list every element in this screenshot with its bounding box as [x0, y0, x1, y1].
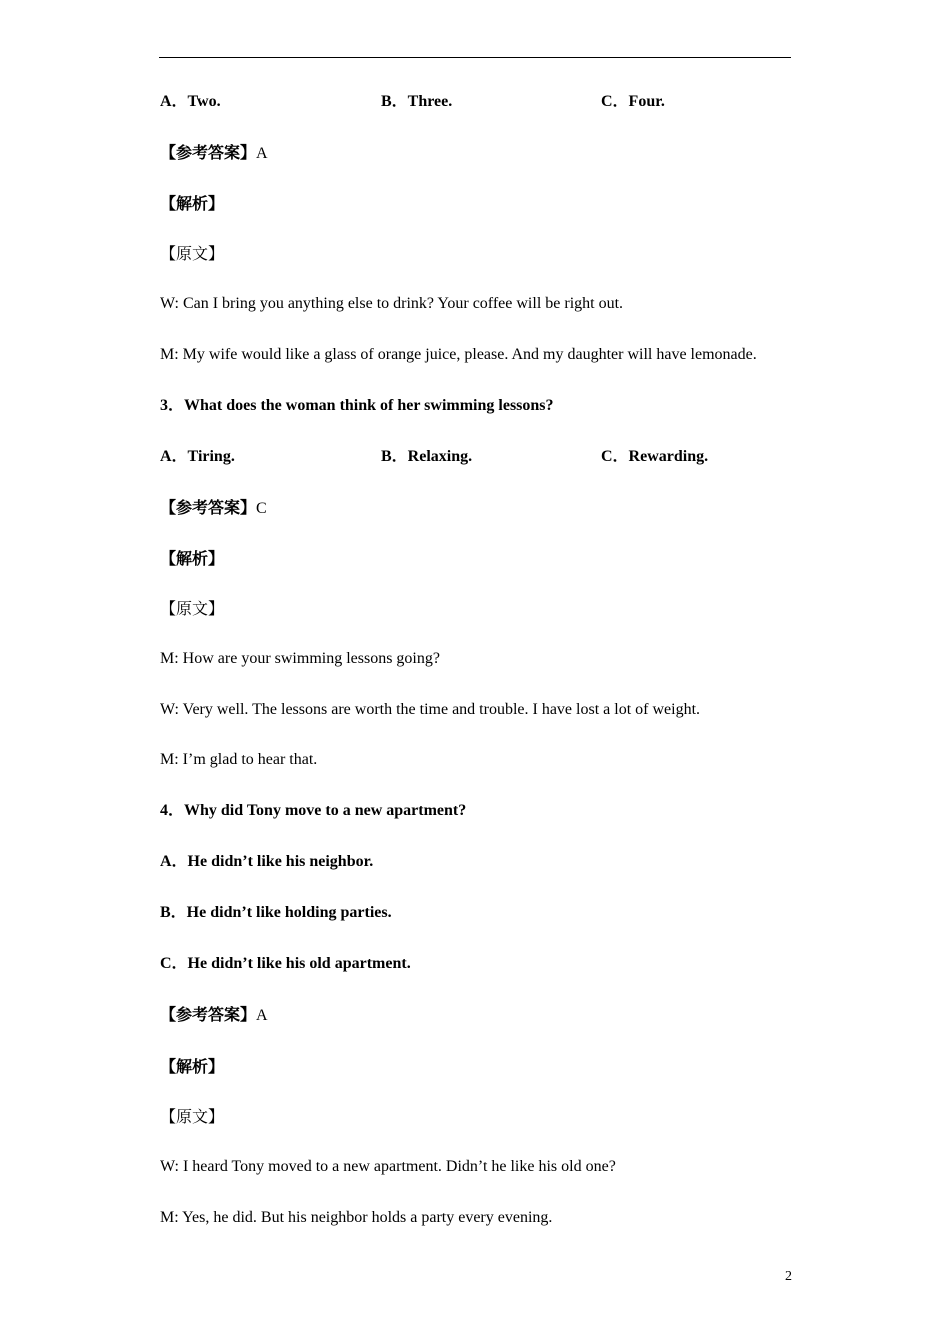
- q4-transcript-label: 【原文】: [160, 1107, 225, 1126]
- q4-option-b: B．He didn’t like holding parties.: [160, 904, 392, 921]
- answer-value: A: [256, 145, 268, 162]
- q4-analysis-label: 【解析】: [160, 1057, 225, 1076]
- q3-question: 3．What does the woman think of her swimming lessons?: [160, 397, 554, 414]
- q2-answer: [160, 143, 268, 164]
- q4-transcript-line: W: I heard Tony moved to a new apartment. Didn’t he like his old one?: [160, 1158, 616, 1175]
- q3-transcript-label: 【原文】: [160, 599, 225, 618]
- q2-analysis-label: 【解析】: [160, 194, 225, 213]
- q3-option-a: A．Tiring.: [160, 448, 235, 465]
- q3-option-c: C．Rewarding.: [601, 448, 709, 465]
- q4-option-c: C．He didn’t like his old apartment.: [160, 955, 411, 972]
- q3-transcript-line: M: I’m glad to hear that.: [160, 751, 318, 768]
- q2-option-a: A．Two.: [160, 93, 221, 110]
- answer-label: 【参考答案】: [160, 1005, 257, 1024]
- q2-options: [160, 92, 800, 112]
- q3-options: [160, 447, 800, 467]
- q2-transcript-line: W: Can I bring you anything else to drink? Your coffee will be right out.: [160, 295, 624, 312]
- q3-transcript-line: W: Very well. The lessons are worth the time and trouble. I have lost a lot of weight.: [160, 701, 701, 718]
- q4-answer: [160, 1005, 268, 1026]
- q4-option-a: A．He didn’t like his neighbor.: [160, 853, 374, 870]
- page-number: 2: [785, 1269, 792, 1284]
- q2-option-c: C．Four.: [601, 93, 665, 110]
- q3-option-b: B．Relaxing.: [381, 448, 473, 465]
- q2-transcript-line: M: My wife would like a glass of orange juice, please. And my daughter will have lemonade.: [160, 346, 757, 363]
- answer-label: 【参考答案】: [160, 143, 257, 162]
- q2-transcript-label: 【原文】: [160, 244, 225, 263]
- header-rule: [159, 57, 791, 58]
- q3-transcript-line: M: How are your swimming lessons going?: [160, 650, 440, 667]
- q2-option-b: B．Three.: [381, 93, 453, 110]
- answer-value: C: [256, 500, 267, 517]
- q4-transcript-line: M: Yes, he did. But his neighbor holds a party every evening.: [160, 1209, 553, 1226]
- answer-label: 【参考答案】: [160, 498, 257, 517]
- answer-value: A: [256, 1007, 268, 1024]
- q4-question: 4．Why did Tony move to a new apartment?: [160, 802, 467, 819]
- q3-answer: [160, 498, 267, 519]
- q3-analysis-label: 【解析】: [160, 549, 225, 568]
